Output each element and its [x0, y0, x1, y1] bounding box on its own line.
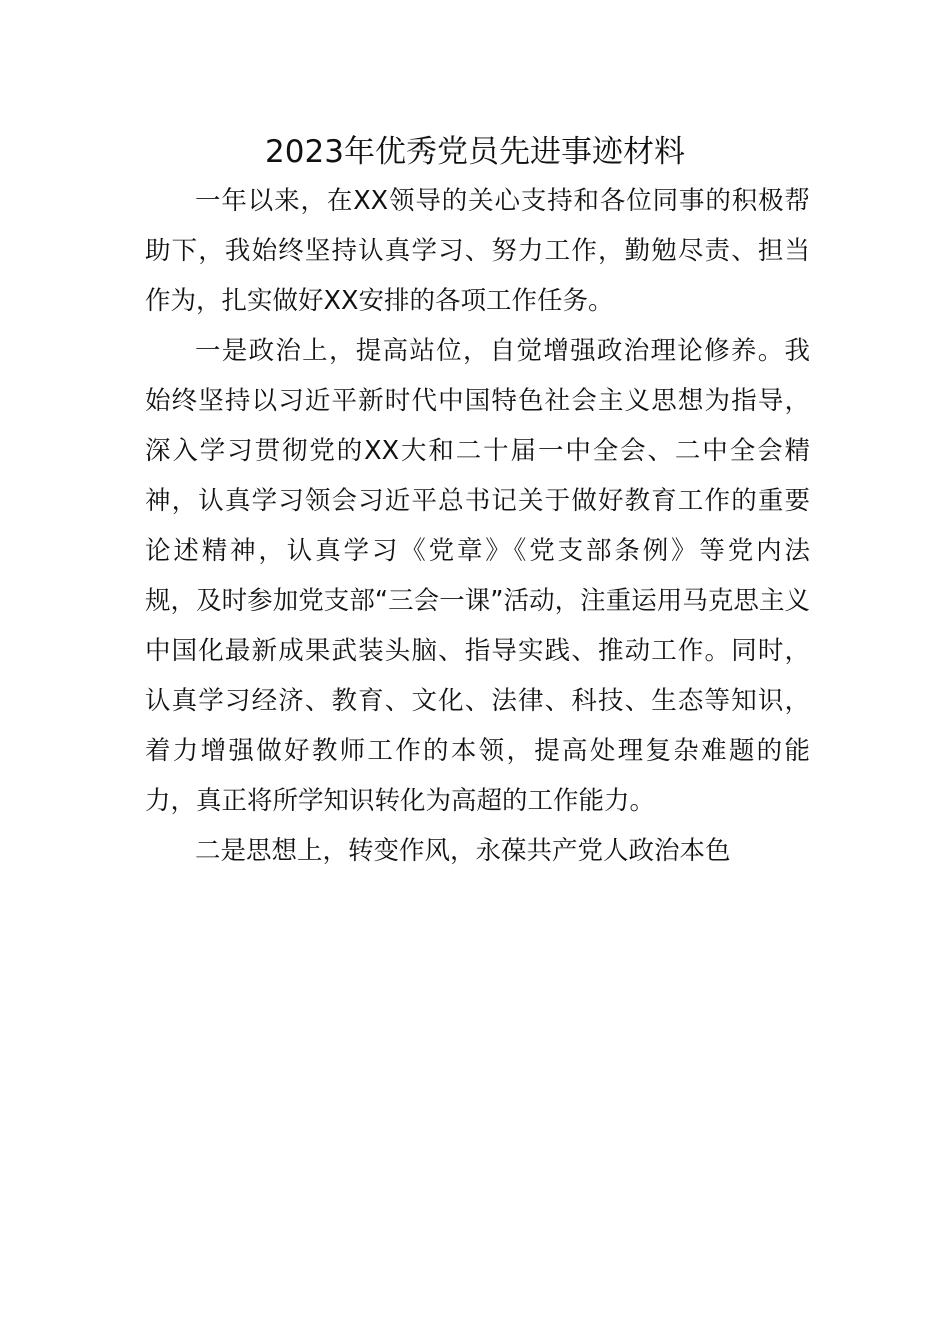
paragraph-intro — [145, 176, 810, 326]
text-line: 一年以来，在XX领导的关心支持和各位同事的积极帮 — [195, 186, 810, 216]
paragraph-political — [145, 326, 810, 826]
text-line: 一是政治上，提高站位，自觉增强政治理论修养。我 — [195, 336, 810, 366]
document-title: 2023年优秀党员先进事迹材料 — [265, 134, 685, 170]
text-line: 力，真正将所学知识转化为高超的工作能力。 — [145, 786, 656, 816]
text-line: 认真学习经济、教育、文化、法律、科技、生态等知识， — [145, 686, 810, 716]
text-line: 着力增强做好教师工作的本领，提高处理复杂难题的能 — [145, 736, 810, 766]
text-line: 二是思想上，转变作风，永葆共产党人政治本色 — [195, 836, 731, 866]
text-line: 论述精神，认真学习《党章》《党支部条例》等党内法 — [145, 536, 810, 566]
paragraph-ideological — [145, 826, 810, 876]
text-line: 中国化最新成果武装头脑、指导实践、推动工作。同时， — [145, 636, 810, 666]
text-line: 作为，扎实做好XX安排的各项工作任务。 — [145, 286, 614, 316]
text-line: 神，认真学习领会习近平总书记关于做好教育工作的重要 — [145, 486, 810, 516]
text-line: 始终坚持以习近平新时代中国特色社会主义思想为指导， — [145, 386, 810, 416]
text-line: 规，及时参加党支部“三会一课”活动，注重运用马克思主义 — [145, 586, 810, 616]
text-line: 深入学习贯彻党的XX大和二十届一中全会、二中全会精 — [145, 436, 810, 466]
document-body — [145, 176, 810, 876]
text-line: 助下，我始终坚持认真学习、努力工作，勤勉尽责、担当 — [145, 236, 810, 266]
